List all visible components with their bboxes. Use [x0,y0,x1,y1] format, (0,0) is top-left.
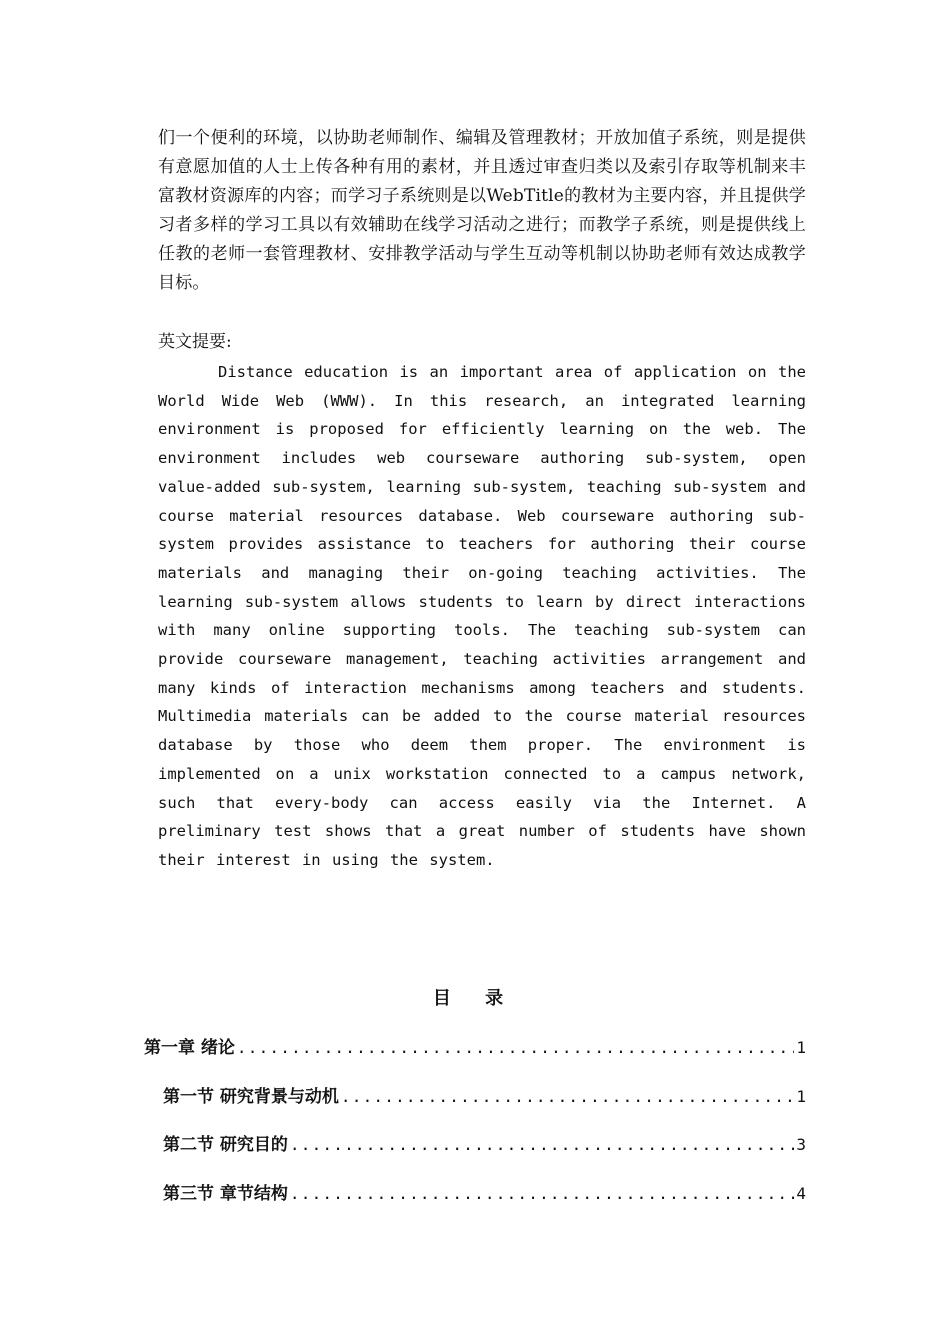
english-abstract-paragraph: Distance education is an important area of application on the World Wide Web (WWW). In this research, an integrated learning environment is proposed for efficiently learning on the web. The environment includes web courseware authoring sub-system, open value-added sub-system, learning sub-system, teaching sub-system and course material resources database. Web courseware authoring sub-system provides assistance to teachers for authoring their course materials and managing their on-going teaching activities. The learning sub-system allows students to learn by direct interactions with many online supporting tools. The teaching sub-system can provide courseware management, teaching activities arrangement and many kinds of interaction mechanisms among teachers and students. Multimedia materials can be added to the course material resources database by those who deem them proper. The environment is implemented on a unix workstation connected to a campus network, such that every-body can access easily via the Internet. A preliminary test shows that a great number of students have shown their interest in using the system. [158,363,806,869]
toc-entry-label: 第二节 研究目的 [163,1135,288,1155]
english-abstract-label: 英文提要: [158,332,232,352]
toc-entry-label: 第三节 章节结构 [163,1184,288,1204]
toc-leader-dots [341,1085,794,1109]
toc-page-number: 1 [796,1038,806,1057]
toc-entry-chapter-1[interactable] [144,1036,806,1060]
toc-page-number: 3 [796,1135,806,1154]
toc-leader-dots [290,1182,794,1206]
toc-entry-label: 第一章 绪论 [144,1038,235,1058]
toc-leader-dots [290,1133,794,1157]
toc-entry-section-3[interactable] [163,1182,806,1206]
toc-title: 目 录 [432,988,518,1009]
toc-entry-label: 第一节 研究背景与动机 [163,1087,339,1107]
toc-entry-section-1[interactable] [163,1085,806,1109]
toc-entry-section-2[interactable] [163,1133,806,1157]
toc-page-number: 4 [796,1184,806,1203]
chinese-abstract-paragraph: 们一个便利的环境，以协助老师制作、编辑及管理教材；开放加值子系统，则是提供有意愿加值的人士上传各种有用的素材，并且透过审查归类以及索引存取等机制来丰富教材资源库的内容；而学习子系统则是以WebTitle的教材为主要内容，并且提供学习者多样的学习工具以有效辅助在线学习活动之进行；而教学子系统，则是提供线上任教的老师一套管理教材、安排教学活动与学生互动等机制以协助老师有效达成教学目标。 [158,128,806,293]
toc-leader-dots [237,1036,794,1060]
toc-page-number: 1 [796,1087,806,1106]
